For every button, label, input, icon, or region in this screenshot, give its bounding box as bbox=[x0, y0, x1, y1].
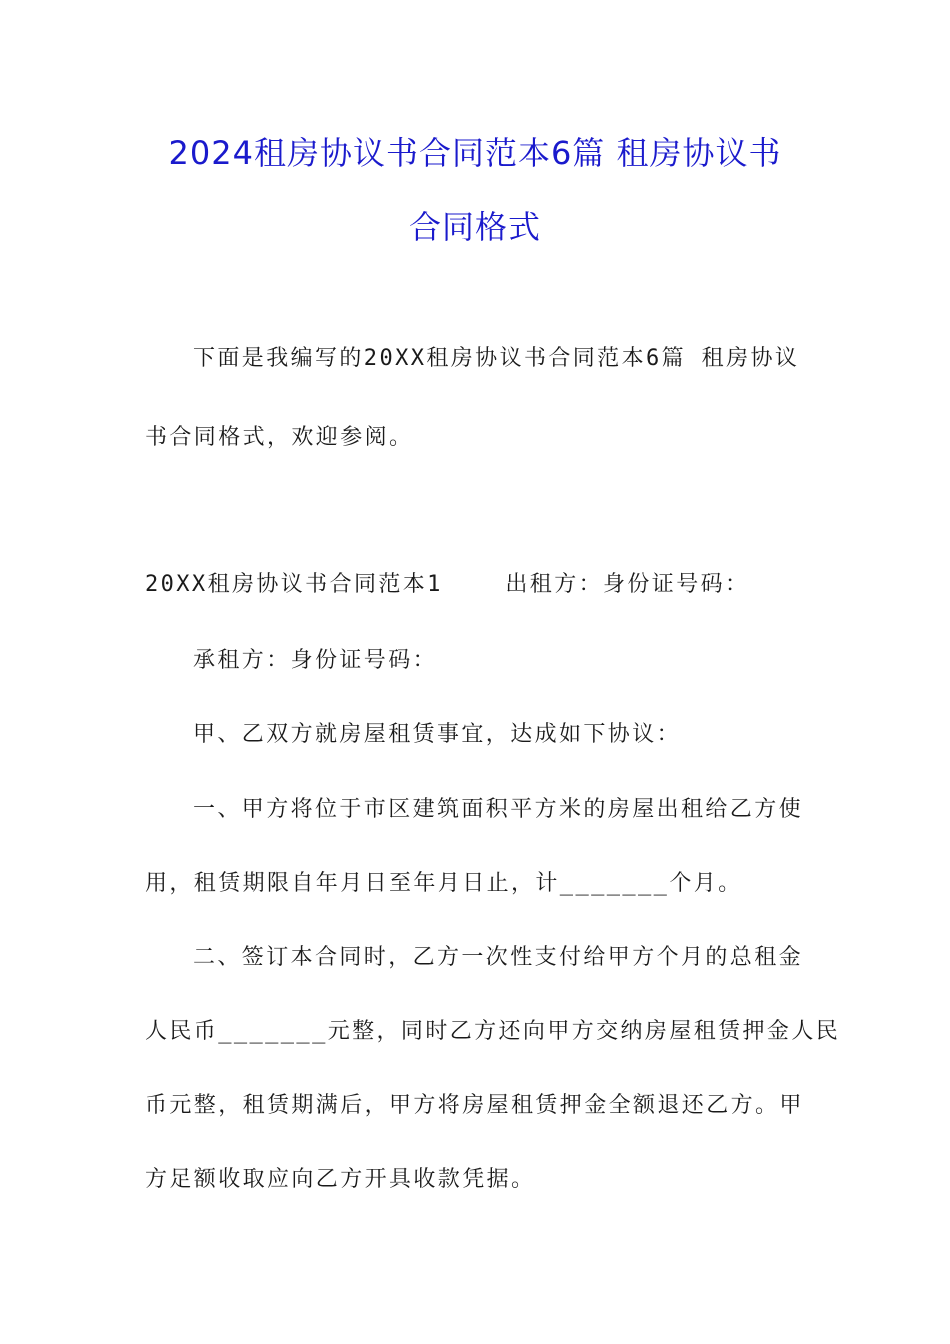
clause-1-line-1: 一、甲方将位于市区建筑面积平方米的房屋出租给乙方使 bbox=[193, 797, 804, 822]
contract-heading-line: 20XX租房协议书合同范本1 出租方：身份证号码： bbox=[145, 572, 750, 597]
agreement-line: 甲、乙双方就房屋租赁事宜，达成如下协议： bbox=[193, 722, 682, 747]
document-title-line-1: 2024租房协议书合同范本6篇 租房协议书 bbox=[168, 134, 782, 172]
clause-2-line-2: 人民币_______元整，同时乙方还向甲方交纳房屋租赁押金人民 bbox=[145, 1019, 841, 1044]
intro-line-1: 下面是我编写的20XX租房协议书合同范本6篇 租房协议 bbox=[193, 346, 800, 371]
clause-2-line-4: 方足额收取应向乙方开具收款凭据。 bbox=[145, 1167, 536, 1192]
clause-2-line-1: 二、签订本合同时，乙方一次性支付给甲方个月的总租金 bbox=[193, 945, 804, 970]
document-title-line-2: 合同格式 bbox=[408, 208, 541, 246]
clause-1-line-2: 用，租赁期限自年月日至年月日止，计_______个月。 bbox=[145, 871, 743, 896]
intro-line-2: 书合同格式，欢迎参阅。 bbox=[145, 425, 414, 450]
lessee-line: 承租方：身份证号码： bbox=[193, 648, 438, 673]
clause-2-line-3: 币元整，租赁期满后，甲方将房屋租赁押金全额退还乙方。甲 bbox=[145, 1093, 804, 1118]
